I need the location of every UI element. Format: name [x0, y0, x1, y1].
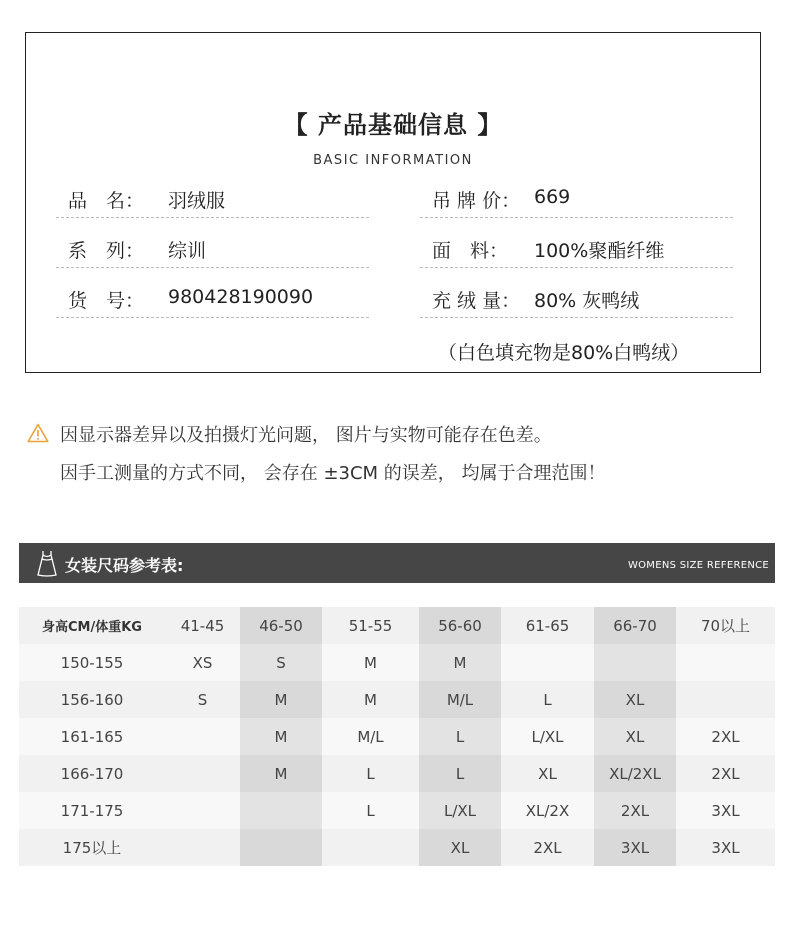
field-value: 80% 灰鸭绒 — [534, 290, 640, 312]
weight-column-header: 46-50 — [240, 607, 322, 644]
size-cell: XS — [165, 644, 240, 681]
size-cell: M/L — [419, 681, 501, 718]
info-title: 【 产品基础信息 】 — [283, 111, 503, 139]
height-cell: 175以上 — [19, 829, 165, 866]
size-cell: M — [322, 644, 419, 681]
size-cell: M/L — [322, 718, 419, 755]
size-cell: XL — [594, 681, 676, 718]
size-cell: 2XL — [501, 829, 594, 866]
size-cell: 2XL — [594, 792, 676, 829]
field-fabric — [420, 236, 733, 268]
table-row — [19, 829, 775, 866]
size-cell — [240, 829, 322, 866]
table-row — [19, 718, 775, 755]
size-cell: XL/2X — [501, 792, 594, 829]
size-cell: XL — [594, 718, 676, 755]
field-value: 综训 — [168, 240, 207, 262]
size-cell — [322, 829, 419, 866]
field-label: 面 料： — [432, 240, 509, 262]
weight-column-header: 41-45 — [165, 607, 240, 644]
size-cell: L — [322, 755, 419, 792]
table-row — [19, 681, 775, 718]
weight-column-header: 66-70 — [594, 607, 676, 644]
info-subtitle: BASIC INFORMATION — [313, 153, 473, 168]
size-cell: L — [419, 718, 501, 755]
table-row — [19, 755, 775, 792]
size-cell — [165, 829, 240, 866]
size-cell — [240, 792, 322, 829]
field-item-number — [56, 286, 369, 318]
size-cell: 3XL — [676, 792, 775, 829]
field-value: 羽绒服 — [168, 190, 226, 212]
size-cell: M — [240, 681, 322, 718]
size-cell — [165, 718, 240, 755]
size-cell — [501, 644, 594, 681]
size-cell: M — [322, 681, 419, 718]
size-cell: L — [419, 755, 501, 792]
size-cell: L/XL — [501, 718, 594, 755]
notice-line-2: 因手工测量的方式不同， 会存在 ±3CM 的误差， 均属于合理范围！ — [60, 463, 606, 484]
size-cell: S — [240, 644, 322, 681]
height-cell: 156-160 — [19, 681, 165, 718]
corner-header: 身高CM/体重KG — [19, 607, 165, 644]
size-cell: XL/2XL — [594, 755, 676, 792]
height-cell: 150-155 — [19, 644, 165, 681]
size-cell — [594, 644, 676, 681]
field-label: 品 名： — [68, 190, 145, 212]
field-label: 充 绒 量： — [432, 290, 521, 312]
size-cell: L/XL — [419, 792, 501, 829]
size-cell: M — [240, 755, 322, 792]
size-cell: L — [322, 792, 419, 829]
weight-column-header: 51-55 — [322, 607, 419, 644]
size-cell: 2XL — [676, 718, 775, 755]
size-cell: 3XL — [676, 829, 775, 866]
size-chart-title: 女装尺码参考表: — [65, 556, 184, 575]
size-cell — [165, 792, 240, 829]
field-value: 669 — [534, 186, 571, 208]
field-value: 100%聚酯纤维 — [534, 240, 665, 262]
fill-note: （白色填充物是80%白鸭绒） — [438, 342, 690, 364]
size-cell — [165, 755, 240, 792]
field-series — [56, 236, 369, 268]
field-product-name — [56, 186, 369, 218]
field-tag-price — [420, 186, 733, 218]
size-cell: L — [501, 681, 594, 718]
field-label: 货 号： — [68, 290, 145, 312]
weight-column-header: 61-65 — [501, 607, 594, 644]
warning-triangle-icon — [27, 423, 49, 443]
size-cell: 2XL — [676, 755, 775, 792]
size-cell: XL — [419, 829, 501, 866]
size-chart-table — [19, 607, 775, 866]
field-value: 980428190090 — [168, 286, 314, 308]
size-cell: M — [419, 644, 501, 681]
size-cell: XL — [501, 755, 594, 792]
height-cell: 161-165 — [19, 718, 165, 755]
size-chart-header — [19, 543, 775, 583]
size-cell — [676, 681, 775, 718]
weight-column-header: 56-60 — [419, 607, 501, 644]
size-cell — [676, 644, 775, 681]
field-label: 系 列： — [68, 240, 145, 262]
size-chart-subtitle: WOMENS SIZE REFERENCE — [627, 560, 769, 571]
table-row — [19, 644, 775, 681]
weight-column-header: 70以上 — [676, 607, 775, 644]
field-label: 吊 牌 价： — [432, 190, 521, 212]
height-cell: 166-170 — [19, 755, 165, 792]
height-cell: 171-175 — [19, 792, 165, 829]
field-fill-amount — [420, 286, 733, 318]
table-header-row — [19, 607, 775, 644]
size-cell: 3XL — [594, 829, 676, 866]
size-cell: S — [165, 681, 240, 718]
size-cell: M — [240, 718, 322, 755]
table-row — [19, 792, 775, 829]
dress-icon — [37, 550, 57, 577]
notice-line-1: 因显示器差异以及拍摄灯光问题， 图片与实物可能存在色差。 — [60, 425, 552, 446]
